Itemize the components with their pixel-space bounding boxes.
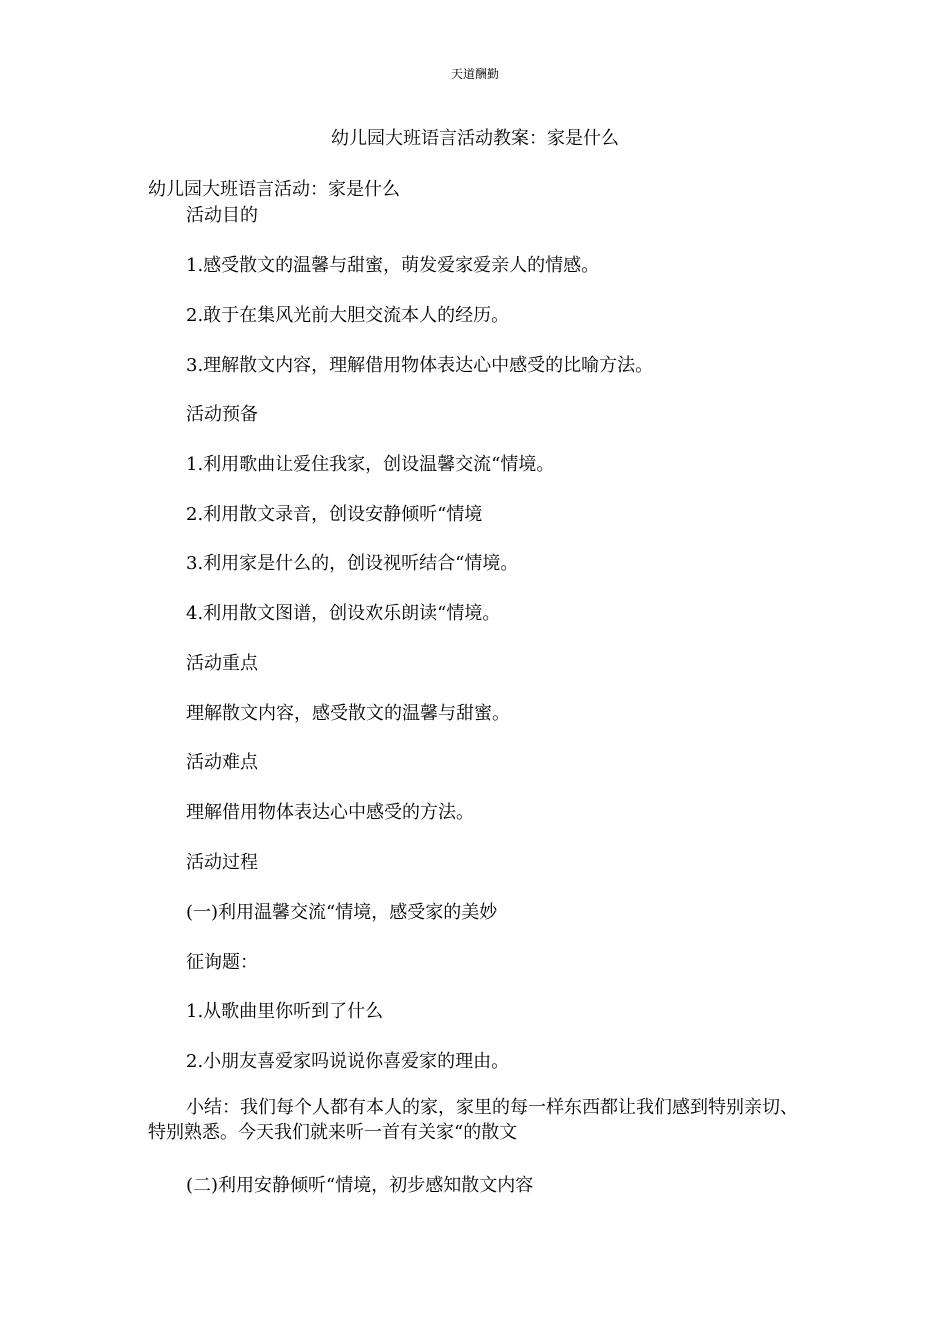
- document-title: 幼儿园大班语言活动教案：家是什么: [331, 128, 619, 149]
- question-label: 征询题：: [186, 952, 258, 973]
- document-subtitle: 幼儿园大班语言活动：家是什么: [148, 179, 400, 200]
- process-step-1: (一)利用温馨交流“情境，感受家的美妙: [186, 902, 498, 923]
- section-heading-process: 活动过程: [186, 852, 258, 873]
- key-point-text: 理解散文内容，感受散文的温馨与甜蜜。: [186, 703, 510, 724]
- section-heading-key-point: 活动重点: [186, 653, 258, 674]
- objective-item-3: 3.理解散文内容，理解借用物体表达心中感受的比喻方法。: [186, 355, 654, 376]
- section-heading-difficulty: 活动难点: [186, 752, 258, 773]
- summary-paragraph: 小结：我们每个人都有本人的家，家里的每一样东西都让我们感到特别亲切、特别熟悉。今天我们就来听一首有关家“的散文: [148, 1097, 798, 1143]
- question-item-2: 2.小朋友喜爱家吗说说你喜爱家的理由。: [186, 1051, 510, 1072]
- preparation-item-4: 4.利用散文图谱，创设欢乐朗读“情境。: [186, 603, 501, 624]
- section-heading-objectives: 活动目的: [186, 205, 258, 226]
- objective-item-1: 1.感受散文的温馨与甜蜜，萌发爱家爱亲人的情感。: [186, 255, 600, 276]
- difficulty-text: 理解借用物体表达心中感受的方法。: [186, 802, 474, 823]
- preparation-item-1: 1.利用歌曲让爱住我家，创设温馨交流“情境。: [186, 454, 555, 475]
- section-heading-preparation: 活动预备: [186, 404, 258, 425]
- preparation-item-3: 3.利用家是什么的，创设视听结合“情境。: [186, 553, 519, 574]
- process-step-2: (二)利用安静倾听“情境，初步感知散文内容: [186, 1175, 534, 1196]
- question-item-1: 1.从歌曲里你听到了什么: [186, 1001, 384, 1022]
- objective-item-2: 2.敢于在集风光前大胆交流本人的经历。: [186, 305, 510, 326]
- page-header: 天道酬勤: [450, 67, 499, 81]
- preparation-item-2: 2.利用散文录音，创设安静倾听“情境: [186, 504, 483, 525]
